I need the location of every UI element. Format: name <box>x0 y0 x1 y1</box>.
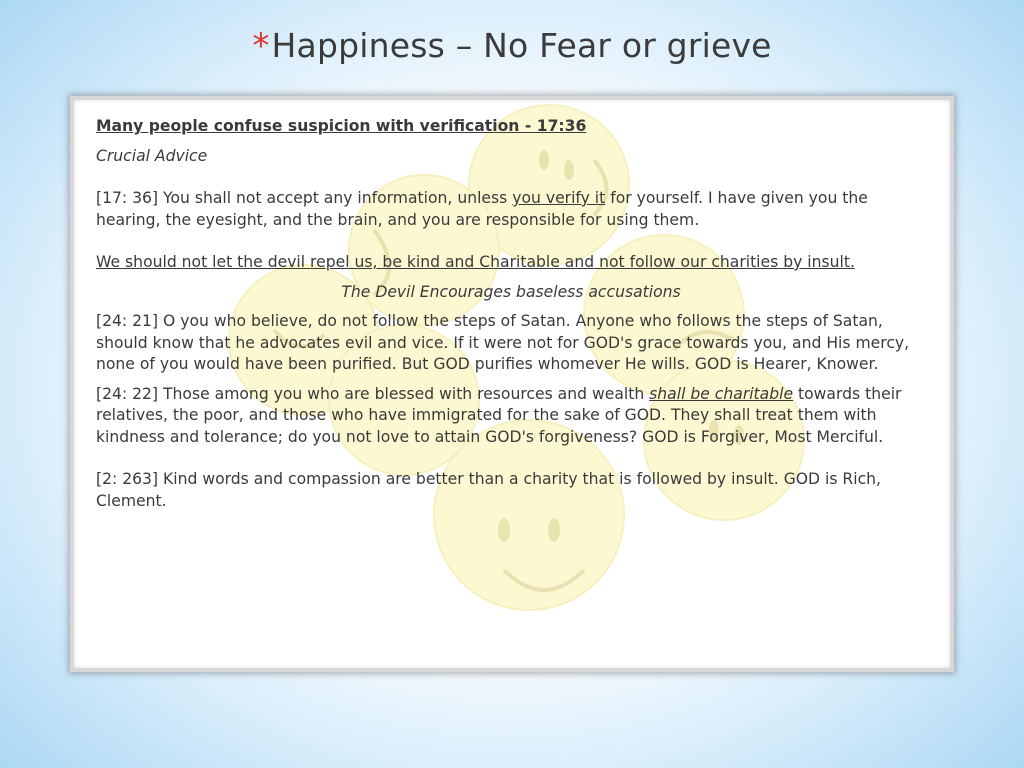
smile-eye <box>548 518 560 542</box>
verse-24-22-before: [24: 22] Those among you who are blessed with resources and wealth <box>96 384 650 403</box>
title-asterisk: * <box>252 26 270 66</box>
text-area <box>96 116 926 512</box>
slide-title <box>0 26 1024 66</box>
subheading: Crucial Advice <box>96 146 208 165</box>
verse-17-36-before: [17: 36] You shall not accept any information, unless <box>96 189 513 207</box>
verse-24-22-after: towards their relatives, the poor, and those who have immigrated for the sake of GOD. They shall treat them with kindness and tolerance; do you not love to attain GOD's forgiveness? GOD is Forgiver, Most Merciful. <box>96 384 902 446</box>
exhortation-text: We should not let the devil repel us, be kind and Charitable and not follow our charities by insult. <box>96 253 855 271</box>
verse-24-22-emphasis: shall be charitable <box>649 384 794 403</box>
verse-17-36 <box>96 188 926 231</box>
verse-17-36-after: for yourself. I have given you the hearing, the eyesight, and the brain, and you are responsible for using them. <box>96 189 868 229</box>
slide-heading: Many people confuse suspicion with verification - 17:36 <box>96 117 587 135</box>
content-box <box>70 96 954 672</box>
smile-eye <box>498 518 510 542</box>
verse-24-22 <box>96 384 926 449</box>
title-text: Happiness – No Fear or grieve <box>271 26 772 65</box>
devil-caption: The Devil Encourages baseless accusations <box>341 282 681 301</box>
verse-24-21: [24: 21] O you who believe, do not follow the steps of Satan. Anyone who follows the steps of Satan, should know that he advocates evil and vice. If it were not for GOD's grace towards you, and His mercy, none of you would have been purified. But GOD purifies whomever He wills. GOD is Hearer, Knower. <box>96 312 910 373</box>
verse-2-263: [2: 263] Kind words and compassion are better than a charity that is followed by insult. GOD is Rich, Clement. <box>96 470 882 510</box>
verse-17-36-underlined: you verify it <box>512 189 606 207</box>
